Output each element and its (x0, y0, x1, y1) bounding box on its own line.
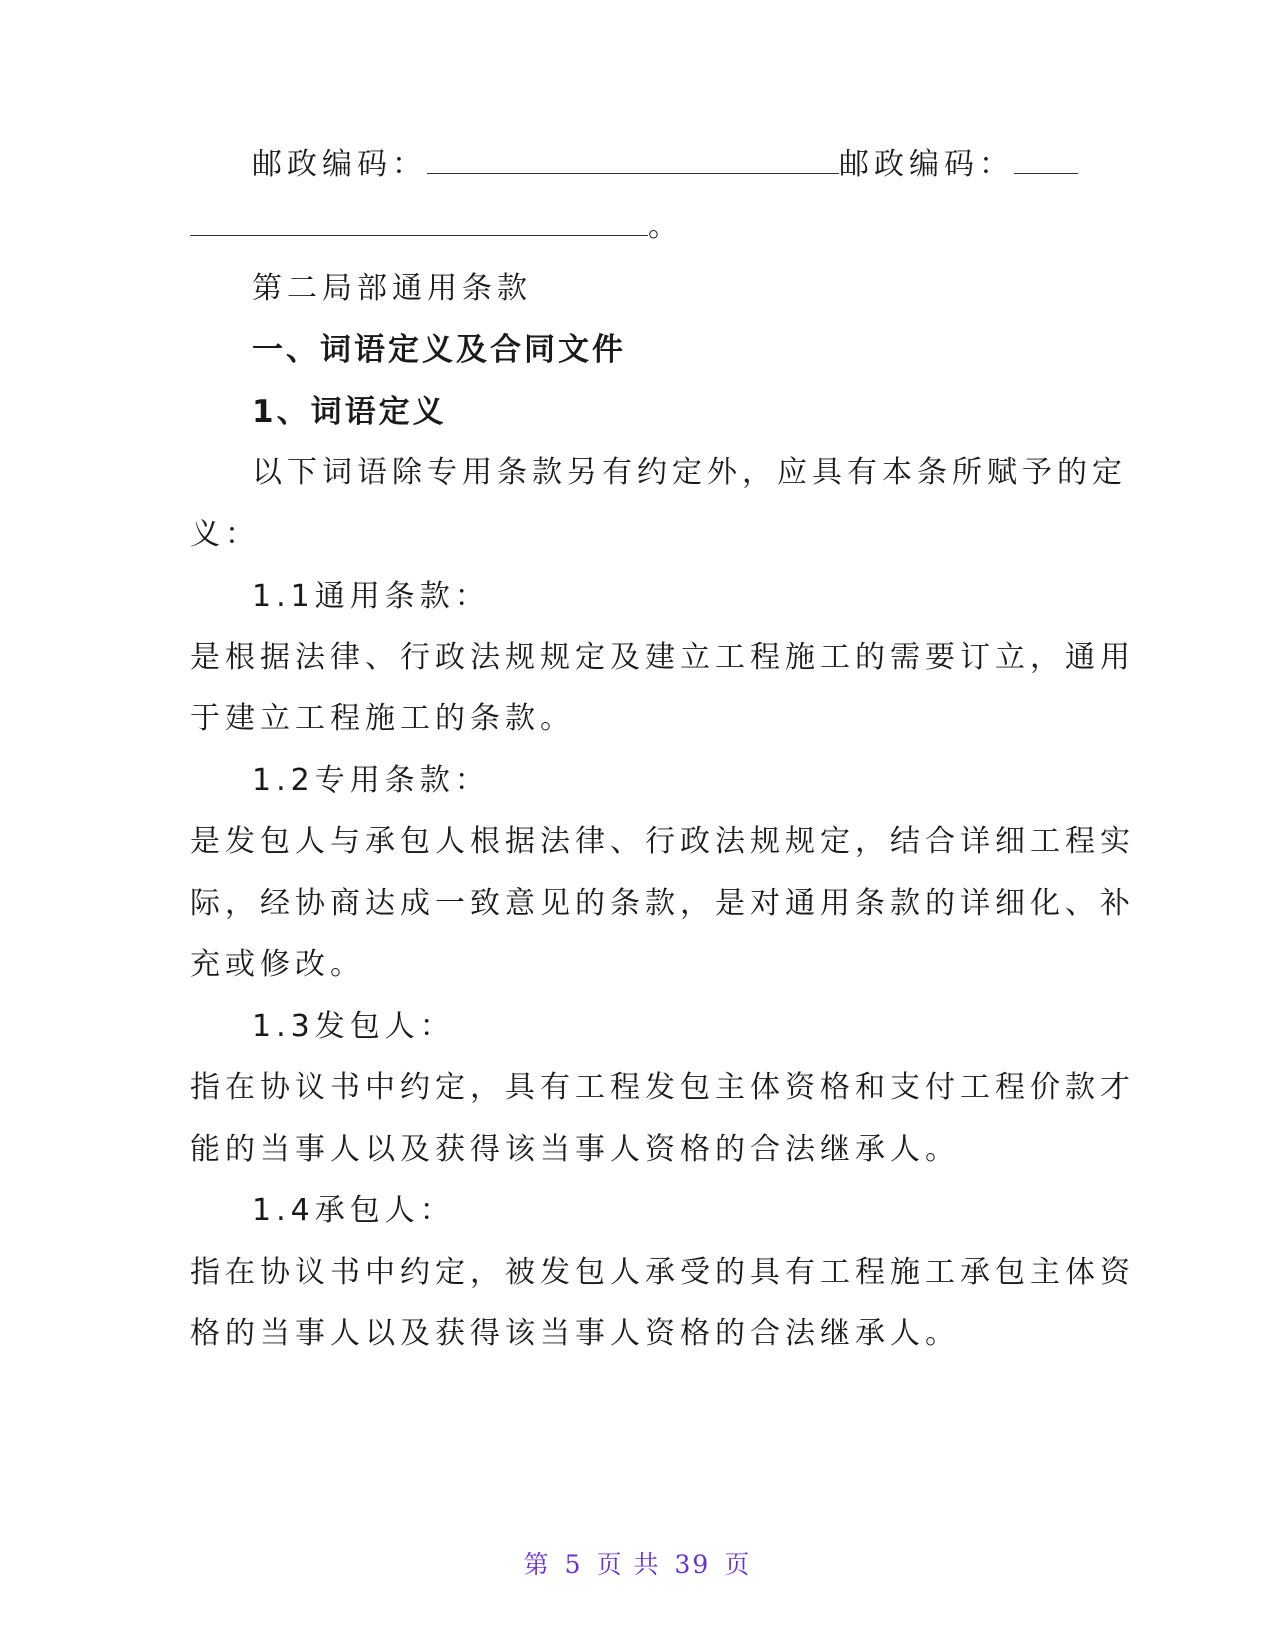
clause-text-line: 能的当事人以及获得该当事人资格的合法继承人。 (190, 1132, 960, 1167)
footer-suffix: 页 (724, 1550, 752, 1579)
postal-code-end-mark: 。 (648, 209, 683, 244)
section-title: 一、词语定义及合同文件 (252, 332, 626, 368)
clause-text-line: 充或修改。 (190, 947, 365, 982)
clause-heading: 1.1通用条款： (252, 579, 490, 614)
clause-text-line: 是根据法律、行政法规规定及建立工程施工的需要订立，通用 (190, 640, 1135, 675)
clause-text-line: 格的当事人以及获得该当事人资格的合法继承人。 (190, 1316, 960, 1351)
page-number-footer (0, 1545, 1275, 1581)
clause-text-line: 指在协议书中约定，具有工程发包主体资格和支付工程价款才 (190, 1070, 1135, 1105)
clause-text-line: 指在协议书中约定，被发包人承受的具有工程施工承包主体资 (190, 1255, 1135, 1290)
part-title: 第二局部通用条款 (252, 271, 532, 306)
footer-total-pages: 39 (674, 1550, 711, 1579)
footer-current-page: 5 (564, 1550, 583, 1579)
clause-heading: 1.2专用条款： (252, 763, 490, 798)
clause-text-line: 是发包人与承包人根据法律、行政法规规定，结合详细工程实 (190, 824, 1135, 859)
postal-code-continuation (190, 207, 683, 247)
postal-code-label-left: 邮政编码： (252, 147, 427, 182)
clause-text-line: 于建立工程施工的条款。 (190, 701, 575, 736)
subsection-title: 1、词语定义 (252, 394, 447, 430)
intro-line-1: 以下词语除专用条款另有约定外，应具有本条所赋予的定 (252, 455, 1127, 490)
clause-heading: 1.4承包人： (252, 1193, 455, 1228)
postal-code-label-right: 邮政编码： (839, 147, 1014, 182)
postal-code-row (252, 145, 1078, 185)
clause-heading: 1.3发包人： (252, 1009, 455, 1044)
footer-prefix: 第 (523, 1550, 551, 1579)
footer-middle: 页 共 (596, 1550, 661, 1579)
intro-line-2: 义： (190, 517, 260, 552)
postal-code-blank-right (1014, 149, 1078, 174)
postal-code-blank-left (427, 149, 839, 174)
postal-code-blank-continued (190, 211, 648, 236)
clause-text-line: 际，经协商达成一致意见的条款，是对通用条款的详细化、补 (190, 886, 1135, 921)
